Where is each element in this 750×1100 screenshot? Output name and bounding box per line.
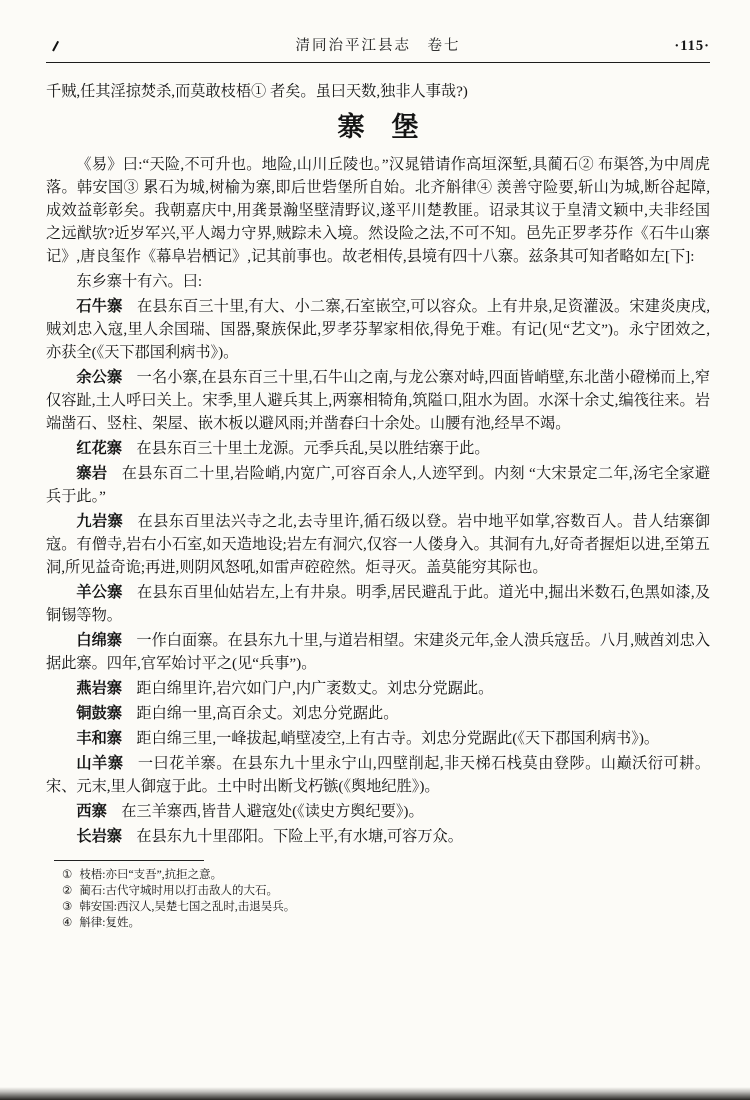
header-rule: [46, 62, 710, 63]
footnote-marker: ①: [62, 869, 73, 881]
entry-name: 燕岩寨: [76, 680, 122, 697]
entry-name: 山羊寨: [76, 755, 124, 772]
footnote-marker: ④: [62, 917, 73, 929]
entry-text: 在县东九十里邵阳。下险上平,有水塘,可容万众。: [136, 828, 463, 845]
entry-text: 一名小寨,在县东百三十里,石牛山之南,与龙公寨对峙,四面皆峭壁,东北凿小磴梯而上,窄仅容趾,土人呼曰关上。宋季,里人避兵其上,两寨相犄角,筑隘口,阻水为固。水深十余丈,编筏往来。岩端凿石、竖柱、架屋、嵌木板以避风雨;并凿舂臼十余处。山腰有池,经旱不竭。: [46, 369, 711, 432]
footnote: [46, 867, 710, 883]
entry-text: 在县东百三十里,有大、小二寨,石室嵌空,可以容众。上有井泉,足资灌汲。宋建炎庚戌,贼刘忠入寇,里人余国瑞、国器,聚族保此,罗孝芬挈家相依,得免于难。有记(见“艺文”)。永宁团效之,亦获全(《天下郡国利病书》)。: [46, 298, 711, 361]
footnote-text: 韩安国:西汉人,吴楚七国之乱时,击退吴兵。: [79, 901, 296, 913]
footnote-text: 蔺石:古代守城时用以打击敌人的大石。: [79, 885, 279, 897]
entry-yanyanzhai: [46, 677, 710, 700]
header-left: [46, 38, 116, 55]
lead-paragraph: 千贼,任其淫掠焚杀,而莫敢枝梧① 者矣。虽曰天数,独非人事哉?): [46, 83, 468, 100]
entry-jiuyanzhai: [46, 510, 710, 579]
entry-name: 铜鼓寨: [76, 705, 122, 722]
entry-fenghezhai: [46, 727, 710, 750]
entry-name: 西寨: [76, 803, 107, 820]
footnote-marker: ③: [62, 901, 73, 913]
footnote: [46, 883, 710, 899]
footnote: [46, 899, 710, 915]
page-edge-shadow: [0, 1087, 750, 1100]
entry-yanggongzhai: [46, 581, 710, 627]
scan-mark: [46, 38, 59, 52]
entry-text: 在三羊寨西,皆昔人避寇处(《读史方舆纪要》)。: [121, 803, 424, 820]
page-number: ·115·: [674, 38, 710, 54]
entry-name: 羊公寨: [76, 584, 123, 601]
subhead: 东乡寨十有六。曰:: [76, 273, 203, 290]
footnote-rule: [54, 860, 204, 861]
entry-text: 在县东百三十里土龙源。元季兵乱,吴以胜结寨于此。: [136, 440, 490, 457]
footnote-text: 斛律:复姓。: [79, 917, 141, 929]
entry-text: 距白绵一里,高百余丈。刘忠分党踞此。: [136, 705, 399, 722]
entry-zhaiyan: [46, 462, 710, 508]
footnote-marker: ②: [62, 885, 73, 897]
entry-text: 在县东百里法兴寺之北,去寺里许,循石级以登。岩中地平如掌,容数百人。昔人结寨御寇。有僧寺,岩右小石室,如天造地设;岩左有洞穴,仅容一人偻身入。其洞有九,好奇者握炬以进,至第五洞,所见益奇诡;再进,则阴风怒吼,如雷声硿硿然。炬寻灭。盖莫能穷其际也。: [46, 513, 711, 576]
entry-baimianzhai: [46, 629, 710, 675]
entry-yugongzhai: [46, 366, 710, 435]
entry-name: 长岩寨: [76, 828, 122, 845]
footnote-text: 枝梧:亦曰“支吾”,抗拒之意。: [79, 869, 223, 881]
entry-tonggutzhai: [46, 702, 710, 725]
entry-text: 在县东百二十里,岩险峭,内宽广,可容百余人,人迹罕到。内刻 “大宋景定二年,汤宅全家避兵于此。”: [46, 465, 711, 505]
entry-name: 寨岩: [76, 465, 108, 482]
entry-name: 石牛寨: [76, 298, 123, 315]
entry-text: 在县东百里仙姑岩左,上有井泉。明季,居民避乱于此。道光中,掘出米数石,色黑如漆,及铜锡等物。: [46, 584, 711, 624]
entry-text: 一作白面寨。在县东九十里,与道岩相望。宋建炎元年,金人溃兵寇岳。八月,贼酋刘忠入据此寨。四年,官军始讨平之(见“兵事”)。: [46, 632, 711, 672]
footnotes: [46, 860, 710, 931]
entry-name: 九岩寨: [76, 513, 124, 530]
entry-text: 距白绵里许,岩穴如门户,内广袤数丈。刘忠分党踞此。: [136, 680, 494, 697]
entry-shanyangzhai: [46, 752, 710, 798]
footnote: [46, 915, 710, 931]
entry-changyanzhai: [46, 825, 710, 848]
page-header: [46, 34, 710, 55]
entry-xizhai: [46, 800, 710, 823]
page-body: [46, 80, 710, 848]
entry-name: 红花寨: [76, 440, 122, 457]
running-title: 清同治平江县志 卷七: [295, 38, 461, 54]
entry-shiniuzhai: [46, 295, 710, 364]
entry-honghuazhai: [46, 437, 710, 460]
entry-name: 丰和寨: [76, 730, 122, 747]
entry-text: 距白绵三里,一峰拔起,峭壁凌空,上有古寺。刘忠分党踞此(《天下郡国利病书》)。: [136, 730, 660, 747]
intro-paragraph: 《易》曰:“天险,不可升也。地险,山川丘陵也。”汉晁错请作高垣深堑,具蔺石② 布渠答,为中周虎落。韩安国③ 累石为城,树榆为寨,即后世砦堡所自始。北齐斛律④ 羡善守险要,斩山为城,断谷起障,成效益彰彰矣。我朝嘉庆中,用龚景瀚坚壁清野议,遂平川楚教匪。诏录其议于皇清文颖中,夫非经国之远猷欤?近岁军兴,平人竭力守界,贼踪未入境。然设险之法,不可不知。邑先正罗孝芬作《石牛山寨记》,唐良玺作《幕阜岩栖记》,记其前事也。故老相传,县境有四十八寨。兹条其可知者略如左[下]:: [46, 156, 710, 265]
entry-name: 白绵寨: [76, 632, 122, 649]
entry-name: 余公寨: [76, 369, 123, 386]
entry-text: 一曰花羊寨。在县东九十里永宁山,四壁削起,非天梯石栈莫由登陟。山巅沃衍可耕。宋、元末,里人御寇于此。土中时出断戈朽镞(《舆地纪胜》)。: [46, 755, 711, 795]
section-title: 寨 堡: [337, 112, 419, 142]
